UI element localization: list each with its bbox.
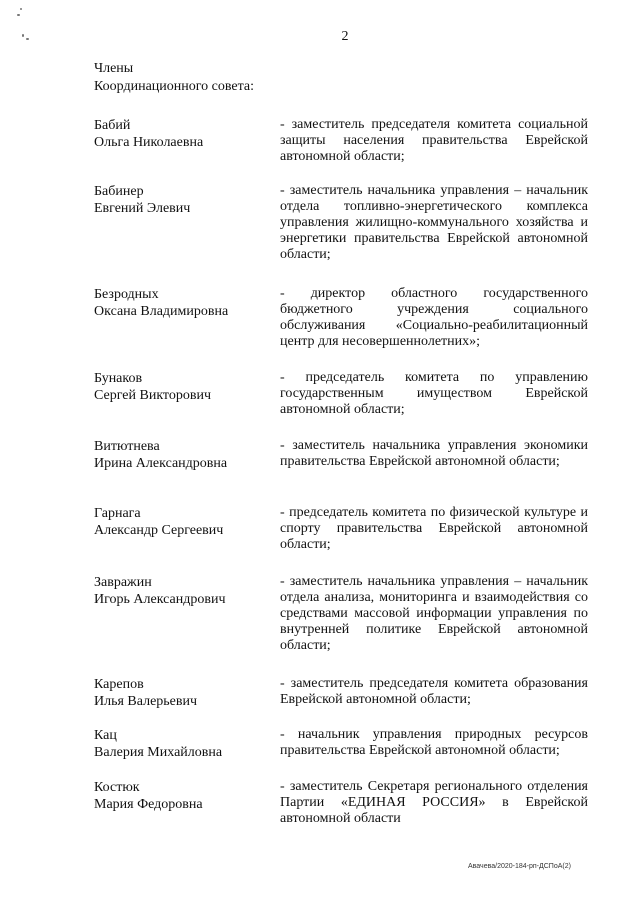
member-given-names: Ольга Николаевна <box>94 135 204 150</box>
member-surname: Кац <box>94 728 117 743</box>
member-role: - заместитель председателя комитета социальной защиты населения правительства Еврейской автономной области; <box>280 117 588 164</box>
member-given-names: Евгений Элевич <box>94 201 191 216</box>
member-name <box>94 438 269 472</box>
member-given-names: Сергей Викторович <box>94 388 212 403</box>
member-name <box>94 574 269 608</box>
member-surname: Бабинер <box>94 184 144 199</box>
member-given-names: Ирина Александровна <box>94 456 228 471</box>
member-name <box>94 727 269 761</box>
member-role: - заместитель Секретаря регионального отделения Партии «ЕДИНАЯ РОССИЯ» в Еврейской автономной области <box>280 779 588 826</box>
member-name <box>94 286 269 320</box>
scan-speck <box>17 14 20 16</box>
page-number: 2 <box>341 29 349 44</box>
member-name <box>94 676 269 710</box>
section-heading <box>94 60 254 96</box>
member-name <box>94 505 269 539</box>
member-role: - заместитель председателя комитета образования Еврейской автономной области; <box>280 676 588 707</box>
member-surname: Безродных <box>94 287 159 302</box>
heading-line: Координационного совета: <box>94 79 254 94</box>
member-name <box>94 117 269 151</box>
member-role: - председатель комитета по физической культуре и спорту правительства Еврейской автономной области; <box>280 505 588 552</box>
member-role: - заместитель начальника управления – начальник отдела топливно-энергетического комплекса управления жилищно-коммунального хозяйства и энергетики правительства Еврейской автономной области; <box>280 183 588 262</box>
member-surname: Карепов <box>94 677 144 692</box>
member-given-names: Оксана Владимировна <box>94 304 229 319</box>
member-given-names: Мария Федоровна <box>94 797 203 812</box>
member-name <box>94 183 269 217</box>
member-given-names: Александр Сергеевич <box>94 523 224 538</box>
member-role: - заместитель начальника управления экономики правительства Еврейской автономной области; <box>280 438 588 469</box>
member-role: - заместитель начальника управления – начальник отдела анализа, мониторинга и взаимодействия со средствами массовой информации управления по внутренней политике Еврейской автономной области; <box>280 574 588 653</box>
member-role: - начальник управления природных ресурсов правительства Еврейской автономной области; <box>280 727 588 758</box>
member-surname: Костюк <box>94 780 140 795</box>
heading-line: Члены <box>94 61 134 76</box>
document-code: Авачева/2020-184-рп-ДСПоА(2) <box>468 863 571 870</box>
member-surname: Витютнева <box>94 439 160 454</box>
member-name <box>94 779 269 813</box>
member-surname: Бабий <box>94 118 131 133</box>
scan-speck <box>20 8 22 10</box>
member-surname: Бунаков <box>94 371 143 386</box>
member-given-names: Валерия Михайловна <box>94 745 223 760</box>
member-name <box>94 370 269 404</box>
member-given-names: Илья Валерьевич <box>94 694 198 709</box>
member-role: - директор областного государственного бюджетного учреждения социального обслуживания «Социально-реабилитационный центр для несовершеннолетних»; <box>280 286 588 349</box>
member-given-names: Игорь Александрович <box>94 592 226 607</box>
member-role: - председатель комитета по управлению государственным имуществом Еврейской автономной области; <box>280 370 588 417</box>
member-surname: Гарнага <box>94 506 141 521</box>
member-surname: Завражин <box>94 575 152 590</box>
